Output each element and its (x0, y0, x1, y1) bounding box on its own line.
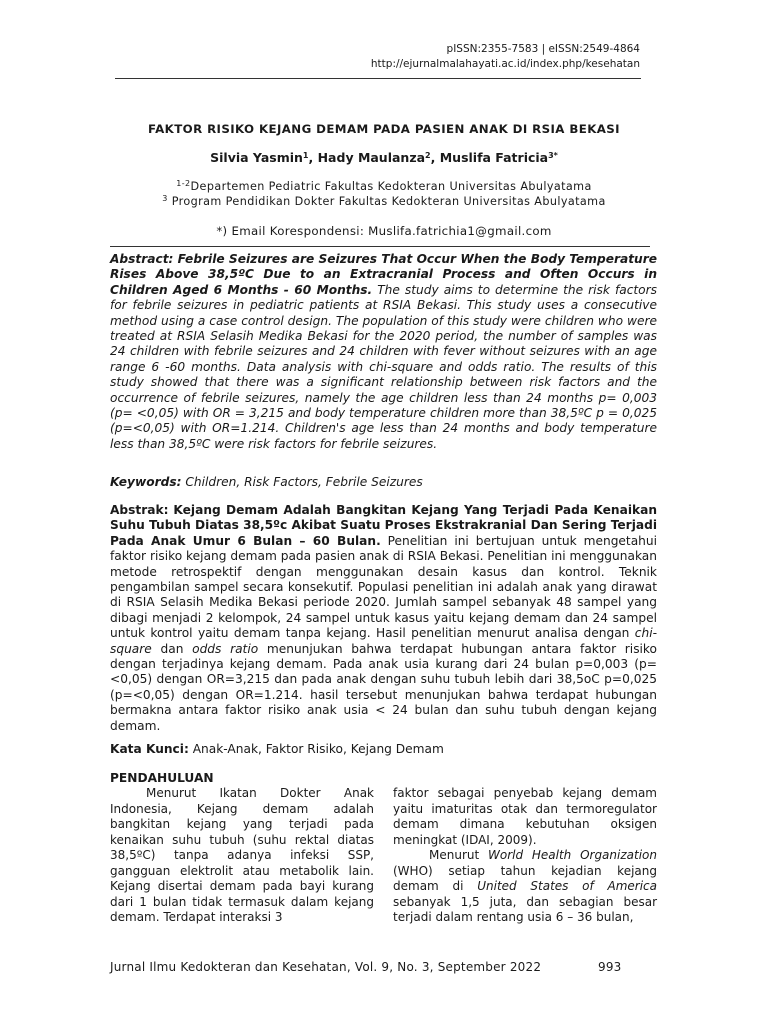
intro-text: sebanyak 1,5 juta, dan sebagian besar terjadi dalam rentang usia 6 – 36 bulan, (393, 894, 657, 924)
author-list: Silvia Yasmin$^1$, Hady Maulanza$^2$, Muslifa Fatricia$^{3*}$ (210, 150, 558, 165)
abstract-id-body-1: Penelitian ini bertujuan untuk mengetahui faktor risiko kejang demam pada pasien anak di RSIA Bekasi. Penelitian ini menggunakan metode retrospektif dengan menggunakan desain kasus dan kontrol. Teknik pengambilan sampel secara konsekutif. Populasi penelitian ini adalah anak yang dirawat di RSIA Selasih Medika Bekasi periode 2020. Jumlah sampel sebanyak 48 sampel yang dibagi menjadi 2 kelompok, 24 sampel untuk kasus yaitu kejang demam dan 24 sampel untuk kontrol yaitu demam tanpa kejang. Hasil penelitian menurut analisa dengan (110, 533, 658, 641)
keywords-id-label: Kata Kunci: (110, 742, 189, 756)
author-name: Silvia Yasmin (210, 150, 303, 165)
author-sup: 1 (302, 151, 309, 160)
issn-line: pISSN:2355-7583 | eISSN:2549-4864 (446, 43, 640, 55)
affiliation-text: Departemen Pediatric Fakultas Kedokteran Universitas Abulyatama (190, 180, 592, 193)
keywords-en-text: Children, Risk Factors, Febrile Seizures (185, 475, 423, 489)
term-usa: United States of America (477, 879, 658, 893)
abstract-rule (110, 246, 650, 247)
email-marker: * (216, 224, 223, 238)
abstract-id-label: Abstrak: (110, 503, 169, 517)
intro-text: (WHO) setiap tahun kejadian kejang demam di (393, 863, 657, 893)
abstract-en-body: The study aims to determine the risk factors for febrile seizures in pediatric patients at RSIA Bekasi. This study uses a consecutive method using a case control design. The population of this study were children who were treated at RSIA Selasih Medika Bekasi for the 2020 period, the number of samples was 24 children with febrile seizures and 24 children with fever without seizures with an age range 6 -60 months. Data analysis with chi-square and odds ratio. The results of this study showed that there was a significant relationship between risk factors and the occurrence of febrile seizures, namely the age children less than 24 months p= 0,003 (p= <0,05) with OR = 3,215 and body temperature children more than 38,5ºC p = 0,025 (p=<0,05) with OR=1.214. Children's age less than 24 months and body temperature less than 38,5ºC were risk factors for febrile seizures. (110, 282, 657, 451)
word-dan: dan (160, 641, 184, 656)
intro-heading: PENDAHULUAN (110, 771, 214, 785)
abstract-id-body-2: menunjukan bahwa terdapat hubungan antara faktor risiko dengan terjadinya kejang demam. Pada anak usia kurang dari 24 bulan p=0,003 (p=<0,05) dengan OR=3,215 dan pada anak dengan suhu tubuh lebih dari 38,5oC p=0,025 (p=<0,05) dengan OR=1.214. hasil tersebut menunjukan bahwa terdapat hubungan bermakna antara faktor risiko anak usia < 24 bulan dan suhu tubuh dengan kejang demam. (110, 641, 658, 733)
keywords-id (110, 742, 657, 757)
page-number: 993 (598, 960, 622, 974)
author-name: Muslifa Fatricia (439, 150, 549, 165)
intro-right-para-2 (393, 848, 657, 926)
intro-text: Menurut (429, 848, 480, 862)
keywords-en-label: Keywords: (110, 475, 182, 489)
term-chi-square: chi-square (110, 626, 657, 656)
keywords-id-text: Anak-Anak, Faktor Risiko, Kejang Demam (192, 742, 444, 756)
term-odds-ratio: odds ratio (192, 641, 259, 656)
abstract-en (110, 252, 657, 452)
keywords-en (110, 475, 657, 490)
term-who: World Health Organization (488, 848, 657, 862)
header-rule (115, 78, 641, 79)
intro-left-column: Menurut Ikatan Dokter Anak Indonesia, Kejang demam adalah bangkitan kejang yang terjadi pada kenaikan suhu tubuh (suhu rektal diatas 38,5ºC) tanpa adanya infeksi SSP, gangguan elektrolit atau metabolik lain. Kejang disertai demam pada bayi kurang dari 1 bulan tidak termasuk dalam kejang demam. Terdapat interaksi 3 (110, 786, 374, 924)
affiliation-sup: 1-2 (176, 179, 191, 188)
correspondence-email (0, 224, 768, 238)
author-sup: 2 (425, 151, 431, 160)
intro-right-para-1: faktor sebagai penyebab kejang demam yaitu imaturitas otak dan termoregulator demam dimana kebutuhan oksigen meningkat (IDAI, 2009). (393, 786, 657, 847)
abstract-id-title: Kejang Demam Adalah Bangkitan Kejang Yang Terjadi Pada Kenaikan Suhu Tubuh Diatas 38,5ºc Akibat Suatu Proses Ekstrakranial Dan Sering Terjadi Pada Anak Umur 6 Bulan – 60 Bulan. (110, 503, 658, 548)
intro-right-column (393, 786, 657, 926)
author-name: Hady Maulanza (317, 150, 426, 165)
email-text: ) Email Korespondensi: Muslifa.fatrichia1@gmail.com (222, 224, 552, 238)
paper-title: FAKTOR RISIKO KEJANG DEMAM PADA PASIEN ANAK DI RSIA BEKASI (148, 122, 620, 136)
abstract-en-label: Abstract: (110, 252, 174, 266)
author-sup: 3* (548, 151, 558, 160)
affiliation-sup: 3 (162, 194, 168, 203)
abstract-en-title: Febrile Seizures are Seizures That Occur When the Body Temperature Rises Above 38,5ºC Due to an Extracranial Process and Often Occurs in Children Aged 6 Months - 60 Months. (110, 252, 657, 297)
affiliation-text: Program Pendidikan Dokter Fakultas Kedokteran Universitas Abulyatama (171, 195, 606, 208)
abstract-id (110, 503, 657, 734)
journal-url[interactable]: http://ejurnalmalahayati.ac.id/index.php/kesehatan (370, 58, 640, 70)
affiliation-2 (0, 195, 768, 208)
affiliation-1 (0, 180, 768, 193)
footer-journal: Jurnal Ilmu Kedokteran dan Kesehatan, Vol. 9, No. 3, September 2022 (110, 960, 542, 974)
